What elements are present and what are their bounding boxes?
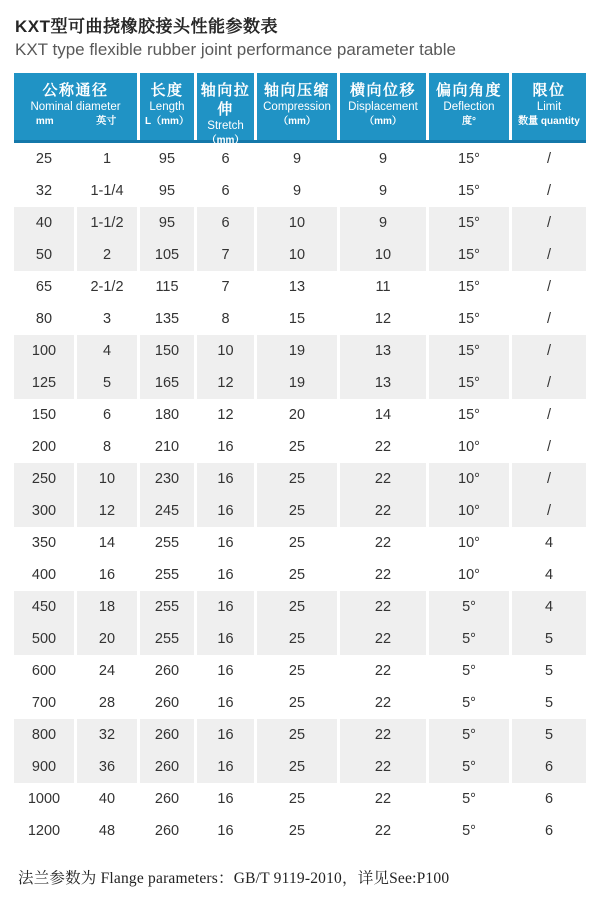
table-cell: 4: [544, 535, 554, 551]
table-cell: /: [546, 151, 552, 167]
title-block: [0, 0, 600, 60]
table-row: [14, 687, 586, 719]
footer-note: 法兰参数为 Flange parameters：GB/T 9119-2010，详见See:P100: [18, 870, 450, 887]
table-cell: 255: [140, 559, 197, 591]
header-sub-mm: mm: [35, 116, 54, 127]
header-col-compression: [257, 73, 340, 140]
table-cell: 16: [197, 655, 257, 687]
table-cell: 2: [77, 239, 140, 271]
table-cell: 22: [340, 559, 429, 591]
table-cell: 125: [14, 367, 77, 399]
table-cell: 9: [340, 143, 429, 175]
table-cell: 14: [340, 399, 429, 431]
table-cell: 16: [197, 783, 257, 815]
table-cell: 13: [257, 271, 340, 303]
table-cell: 6: [197, 143, 257, 175]
table-cell: 5°: [429, 591, 512, 623]
table-cell: 400: [14, 559, 77, 591]
table-cell: 95: [140, 175, 197, 207]
table-cell: /: [512, 207, 586, 239]
table-cell: 65: [14, 271, 77, 303]
header-label-zh: 轴向压缩: [263, 82, 330, 99]
page-title-zh: KXT型可曲挠橡胶接头性能参数表: [15, 17, 278, 36]
table-cell: 25: [257, 559, 340, 591]
table-cell: 100: [14, 335, 77, 367]
table-body: [14, 143, 586, 847]
table-cell: 13: [340, 335, 429, 367]
table-cell: 5°: [429, 751, 512, 783]
table-row: [14, 335, 586, 367]
table-cell: 9: [340, 175, 429, 207]
table-cell: /: [546, 279, 552, 295]
table-row: [14, 623, 586, 655]
table-row: [14, 143, 586, 175]
header-label-zh: 轴向拉伸: [200, 82, 251, 118]
table-row: [14, 367, 586, 399]
table-cell: 8: [77, 431, 140, 463]
header-sub-unit: L（mm）: [145, 116, 189, 127]
table-header: [14, 73, 586, 146]
table-cell: 12: [77, 495, 140, 527]
table-cell: 900: [14, 751, 77, 783]
table-cell: 5: [512, 623, 586, 655]
table-cell: 95: [140, 207, 197, 239]
table-cell: 28: [77, 687, 140, 719]
table-cell: 1: [77, 143, 140, 175]
table-row: [14, 495, 586, 527]
table-row: [14, 527, 586, 559]
table-cell: 15°: [429, 399, 512, 431]
table-cell: 7: [197, 271, 257, 303]
table-cell: 2-1/2: [77, 271, 140, 303]
table-cell: 5: [544, 695, 554, 711]
table-cell: 150: [14, 399, 77, 431]
header-col-limit: [512, 73, 586, 140]
table-cell: 115: [140, 271, 197, 303]
table-cell: /: [546, 183, 552, 199]
table-cell: 50: [14, 239, 77, 271]
header-sub-unit: （mm）: [278, 116, 316, 127]
table-row: [14, 239, 586, 271]
table-cell: 32: [14, 175, 77, 207]
table-cell: 1-1/2: [77, 207, 140, 239]
table-cell: 6: [544, 791, 554, 807]
table-cell: 14: [77, 527, 140, 559]
table-cell: 18: [77, 591, 140, 623]
table-cell: 32: [77, 719, 140, 751]
header-sub-unit: 度°: [462, 116, 476, 127]
header-sub-unit: （mm）: [206, 135, 245, 146]
table-row: [14, 399, 586, 431]
table-cell: 36: [77, 751, 140, 783]
header-col-length: [140, 73, 197, 140]
table-cell: 25: [14, 143, 77, 175]
table-cell: 25: [257, 815, 340, 847]
table-cell: 16: [197, 623, 257, 655]
header-sub-unit: 数量 quantity: [518, 116, 580, 127]
table-cell: 16: [77, 559, 140, 591]
table-cell: 10°: [429, 463, 512, 495]
table-cell: 15°: [429, 367, 512, 399]
table-cell: 19: [257, 367, 340, 399]
table-cell: 22: [340, 815, 429, 847]
table-cell: 25: [257, 783, 340, 815]
table-cell: 600: [14, 655, 77, 687]
table-cell: 25: [257, 719, 340, 751]
table-cell: 15°: [429, 175, 512, 207]
table-cell: 19: [257, 335, 340, 367]
table-cell: 230: [140, 463, 197, 495]
table-cell: 10°: [429, 559, 512, 591]
table-cell: 16: [197, 591, 257, 623]
table-cell: 260: [140, 783, 197, 815]
table-cell: 450: [14, 591, 77, 623]
table-cell: 5°: [429, 783, 512, 815]
table-cell: 10: [197, 335, 257, 367]
parameter-table: [14, 73, 586, 847]
table-cell: 5°: [429, 623, 512, 655]
table-row: [14, 463, 586, 495]
table-cell: 15: [257, 303, 340, 335]
table-row: [14, 303, 586, 335]
table-cell: 15°: [429, 271, 512, 303]
table-cell: 16: [197, 559, 257, 591]
table-cell: 16: [197, 495, 257, 527]
header-label-zh: 长度: [150, 82, 184, 99]
table-cell: 800: [14, 719, 77, 751]
table-cell: 4: [512, 591, 586, 623]
table-cell: 105: [140, 239, 197, 271]
table-cell: 5: [77, 367, 140, 399]
table-cell: 260: [140, 751, 197, 783]
table-cell: 40: [14, 207, 77, 239]
table-cell: 22: [340, 719, 429, 751]
table-row: [14, 751, 586, 783]
table-cell: 25: [257, 751, 340, 783]
table-cell: 9: [257, 143, 340, 175]
table-cell: 5°: [429, 687, 512, 719]
table-cell: 10: [77, 463, 140, 495]
table-cell: 260: [140, 719, 197, 751]
table-cell: 10°: [429, 527, 512, 559]
table-cell: 12: [197, 367, 257, 399]
table-cell: 350: [14, 527, 77, 559]
table-cell: 255: [140, 527, 197, 559]
table-cell: /: [546, 407, 552, 423]
header-col-stretch: [197, 73, 257, 146]
table-cell: 300: [14, 495, 77, 527]
table-cell: 10: [257, 207, 340, 239]
table-cell: 5: [512, 719, 586, 751]
table-cell: 40: [77, 783, 140, 815]
header-label-zh: 限位: [532, 82, 566, 99]
table-cell: 80: [14, 303, 77, 335]
table-cell: /: [546, 311, 552, 327]
table-row: [14, 431, 586, 463]
header-label-en: Displacement: [348, 101, 418, 113]
header-label-en: Stretch: [207, 120, 244, 132]
table-cell: 16: [197, 527, 257, 559]
header-sub-unit: （mm）: [364, 116, 402, 127]
header-sub-inch: 英寸: [96, 116, 117, 127]
header-label-en: Compression: [263, 101, 331, 113]
page-title-en: KXT type flexible rubber joint performance parameter table: [15, 40, 456, 59]
table-cell: 25: [257, 591, 340, 623]
table-cell: 1200: [14, 815, 77, 847]
table-cell: 24: [77, 655, 140, 687]
table-cell: 3: [77, 303, 140, 335]
table-cell: 25: [257, 687, 340, 719]
table-row: [14, 655, 586, 687]
table-cell: 25: [257, 623, 340, 655]
table-cell: 9: [257, 175, 340, 207]
table-cell: 5: [544, 663, 554, 679]
table-cell: /: [512, 495, 586, 527]
table-cell: 15°: [429, 207, 512, 239]
table-row: [14, 175, 586, 207]
table-cell: /: [512, 367, 586, 399]
table-cell: 1000: [14, 783, 77, 815]
table-cell: 210: [140, 431, 197, 463]
table-cell: 260: [140, 687, 197, 719]
table-cell: 6: [197, 175, 257, 207]
table-cell: 16: [197, 687, 257, 719]
table-cell: 25: [257, 655, 340, 687]
header-sub-units: [14, 115, 137, 129]
table-cell: 22: [340, 655, 429, 687]
table-cell: 10°: [429, 495, 512, 527]
table-row: [14, 559, 586, 591]
table-cell: 25: [257, 463, 340, 495]
table-cell: 16: [197, 719, 257, 751]
table-cell: 245: [140, 495, 197, 527]
table-cell: 260: [140, 655, 197, 687]
table-cell: 8: [197, 303, 257, 335]
table-cell: 10°: [429, 431, 512, 463]
table-cell: /: [546, 439, 552, 455]
table-cell: 4: [77, 335, 140, 367]
table-cell: 15°: [429, 143, 512, 175]
table-cell: 22: [340, 783, 429, 815]
table-cell: 5°: [429, 815, 512, 847]
table-cell: 5°: [429, 719, 512, 751]
table-cell: 20: [257, 399, 340, 431]
header-col-nominal-diameter: [14, 73, 140, 140]
table-cell: 255: [140, 623, 197, 655]
table-cell: 6: [197, 207, 257, 239]
table-cell: 22: [340, 463, 429, 495]
table-cell: 5°: [429, 655, 512, 687]
table-cell: 16: [197, 431, 257, 463]
table-cell: 25: [257, 527, 340, 559]
table-cell: 15°: [429, 335, 512, 367]
table-cell: 22: [340, 527, 429, 559]
table-cell: 22: [340, 687, 429, 719]
table-cell: 260: [140, 815, 197, 847]
table-cell: 15°: [429, 239, 512, 271]
table-cell: 16: [197, 751, 257, 783]
table-cell: 6: [77, 399, 140, 431]
table-cell: 13: [340, 367, 429, 399]
table-cell: 48: [77, 815, 140, 847]
table-cell: 22: [340, 495, 429, 527]
table-row: [14, 719, 586, 751]
table-cell: 6: [544, 823, 554, 839]
header-label-zh: 偏向角度: [435, 82, 502, 99]
table-cell: 25: [257, 431, 340, 463]
table-cell: 700: [14, 687, 77, 719]
table-cell: /: [512, 335, 586, 367]
table-cell: 200: [14, 431, 77, 463]
table-cell: 7: [197, 239, 257, 271]
table-cell: 150: [140, 335, 197, 367]
table-cell: 9: [340, 207, 429, 239]
header-label-en: Deflection: [443, 101, 495, 113]
table-cell: 22: [340, 431, 429, 463]
table-cell: 22: [340, 751, 429, 783]
table-cell: 15°: [429, 303, 512, 335]
header-label-en: Limit: [536, 101, 562, 113]
table-row: [14, 591, 586, 623]
table-cell: 10: [257, 239, 340, 271]
header-col-deflection: [429, 73, 512, 140]
table-cell: 135: [140, 303, 197, 335]
table-row: [14, 271, 586, 303]
table-cell: /: [512, 239, 586, 271]
table-cell: 22: [340, 623, 429, 655]
header-label-en: Nominal diameter: [30, 101, 121, 113]
table-cell: 20: [77, 623, 140, 655]
table-cell: 16: [197, 815, 257, 847]
header-label-en: Length: [149, 101, 185, 113]
table-cell: 12: [340, 303, 429, 335]
table-cell: 22: [340, 591, 429, 623]
table-cell: 500: [14, 623, 77, 655]
table-cell: 165: [140, 367, 197, 399]
table-row: [14, 815, 586, 847]
table-cell: 180: [140, 399, 197, 431]
table-cell: 255: [140, 591, 197, 623]
table-cell: 11: [340, 271, 429, 303]
table-cell: 250: [14, 463, 77, 495]
header-label-zh: 横向位移: [349, 82, 416, 99]
table-cell: 6: [512, 751, 586, 783]
table-cell: 95: [140, 143, 197, 175]
table-row: [14, 207, 586, 239]
table-row: [14, 783, 586, 815]
header-col-displacement: [340, 73, 429, 140]
table-cell: 10: [340, 239, 429, 271]
header-label-zh: 公称通径: [42, 82, 109, 99]
table-cell: /: [512, 463, 586, 495]
table-cell: 4: [544, 567, 554, 583]
table-cell: 1-1/4: [77, 175, 140, 207]
table-cell: 12: [197, 399, 257, 431]
table-cell: 25: [257, 495, 340, 527]
table-cell: 16: [197, 463, 257, 495]
